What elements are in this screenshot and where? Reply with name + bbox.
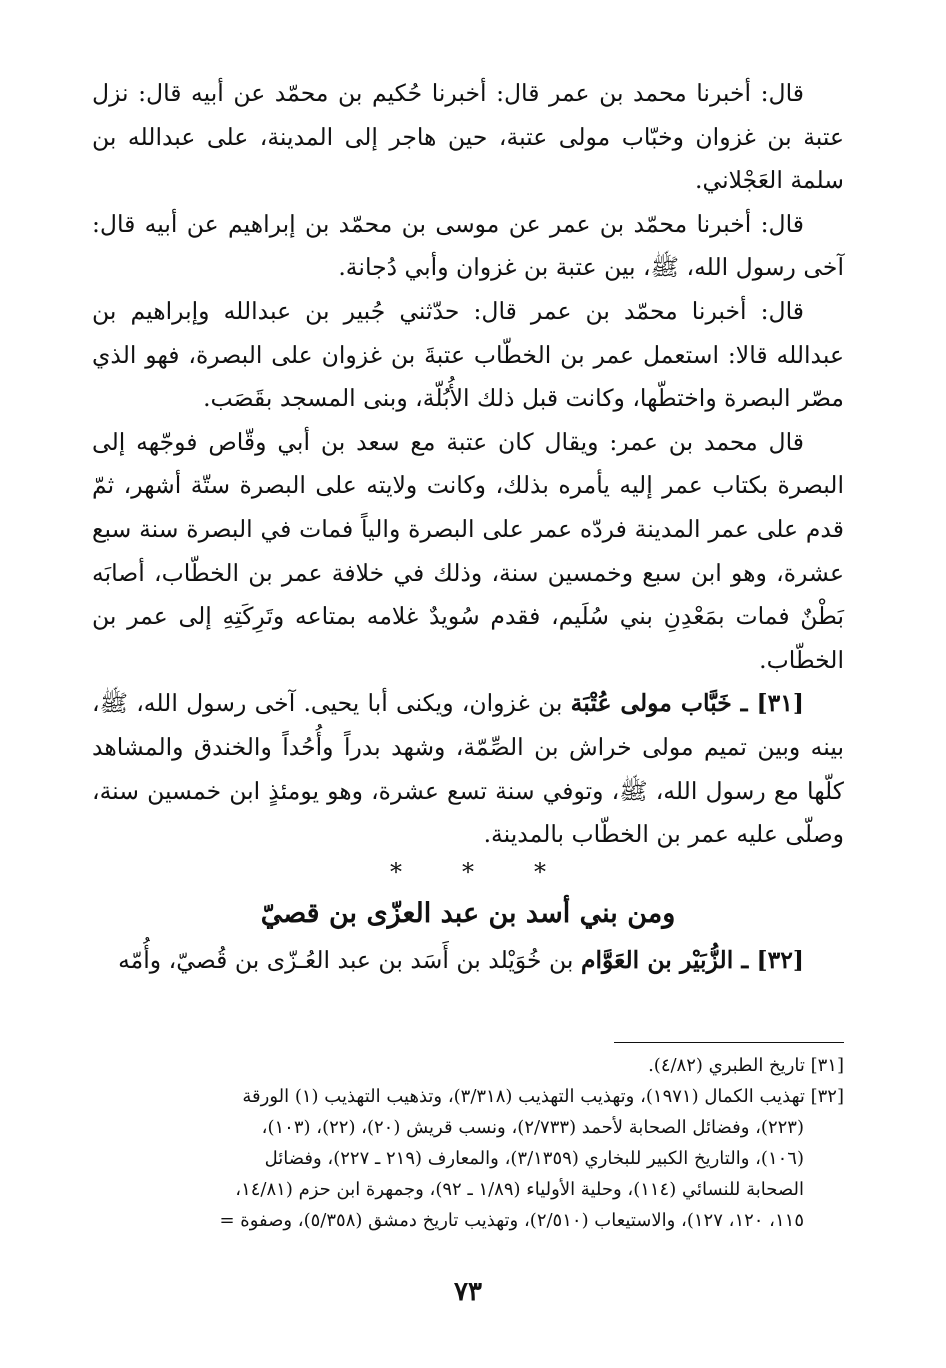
footnote-line: (٢٢٣)، وفضائل الصحابة لأحمد (٢/٧٣٣)، ونسب قريش (٢٠)، (٢٢)، (١٠٣)، [261, 1117, 804, 1138]
divider-star: * [462, 857, 474, 886]
paragraph-3: قال: أخبرنا محمّد بن عمر قال: حدّثني جُبير بن عبدالله وإبراهيم بن عبدالله قالا: استعمل عمر بن الخطّاب عتبةَ بن غزوان على البصرة، فهو الذي مصّر البصرة واختطّها، وكانت قبل ذلك الأُبُلّة، وبنى المسجد بقَصَب. [92, 296, 844, 413]
entry-31-text: بن غزوان، ويكنى أبا يحيى. آخى رسول الله، ﷺ، بينه وبين تميم مولى خراش بن الصِّمّة، وشهد بدراً وأُحُداً والخندق والمشاهد كلّها مع رسول الله، ﷺ، وتوفي سنة تسع عشرة، وهو يومئذٍ ابن خمسين سنة، وصلّى عليه عمر بن الخطّاب بالمدينة. [92, 689, 844, 849]
entry-32-text: بن خُوَيْلد بن أَسَد بن عبد العُـزّى بن قُصيّ، وأُمّه [118, 945, 581, 974]
divider-star: * [534, 857, 546, 886]
main-text [92, 72, 844, 982]
footnote-line: [٣٢] تهذيب الكمال (١٩٧١)، وتهذيب التهذيب (٣/٣١٨)، وتذهيب التهذيب (١) الورقة [242, 1086, 844, 1107]
entry-31 [92, 682, 844, 856]
footnote-line: الصحابة للنسائي (١١٤)، وحلية الأولياء (١/٨٩ ـ ٩٢)، وجمهرة ابن حزم (١٤/٨١، [235, 1179, 804, 1200]
entry-32-heading: [٣٢] ـ الزُّبَيْر بن العَوَّام [580, 945, 804, 974]
book-page [92, 72, 844, 1332]
divider-star: * [390, 857, 402, 886]
section-title: ومن بني أسد بن عبد العزّى بن قصيّ [260, 897, 676, 929]
footnote-line: ١١٥، ١٢٠، ١٢٧)، والاستيعاب (٢/٥١٠)، وتهذيب تاريخ دمشق (٥/٣٥٨)، وصفوة = [219, 1210, 804, 1231]
page-number: ٧٣ [454, 1277, 482, 1307]
footnote-separator [614, 1042, 844, 1043]
paragraph-1: قال: أخبرنا محمد بن عمر قال: أخبرنا حُكيم بن محمّد عن أبيه قال: نزل عتبة بن غزوان وخبّاب مولى عتبة، حين هاجر إلى المدينة، على عبدالله بن سلمة العَجْلاني. [92, 79, 844, 195]
paragraph-4: قال محمد بن عمر: ويقال كان عتبة مع سعد بن أبي وقّاص فوجّهه إلى البصرة بكتاب عمر إليه يأمره بذلك، وكانت ولايته على البصرة ستّة أشهر، ثمّ قدم على عمر المدينة فردّه عمر على البصرة والياً فمات في البصرة سنة سبع عشرة، وهو ابن سبع وخمسين سنة، وذلك في خلافة عمر بن الخطّاب، أصابَه بَطْنٌ فمات بمَعْدِنِ بني سُلَيم، فقدم سُويدٌ غلامه بمتاعه وتَرِكَتِهِ إلى عمر بن الخطّاب. [92, 427, 844, 674]
footnotes [78, 1050, 844, 1236]
footnote-line: (١٠٦)، والتاريخ الكبير للبخاري (٣/١٣٥٩)، والمعارف (٢١٩ ـ ٢٢٧)، وفضائل [264, 1148, 804, 1169]
entry-31-heading: [٣١] ـ خَبَّاب مولى عُتْبَة [570, 689, 804, 718]
footnote-line: [٣١] تاريخ الطبري (٤/٨٢). [648, 1055, 844, 1076]
entry-32 [92, 939, 844, 983]
paragraph-2: قال: أخبرنا محمّد بن عمر عن موسى بن محمّد بن إبراهيم عن أبيه قال: آخى رسول الله، ﷺ، بين عتبة بن غزوان وأبي دُجانة. [92, 209, 844, 282]
section-divider [92, 857, 844, 887]
